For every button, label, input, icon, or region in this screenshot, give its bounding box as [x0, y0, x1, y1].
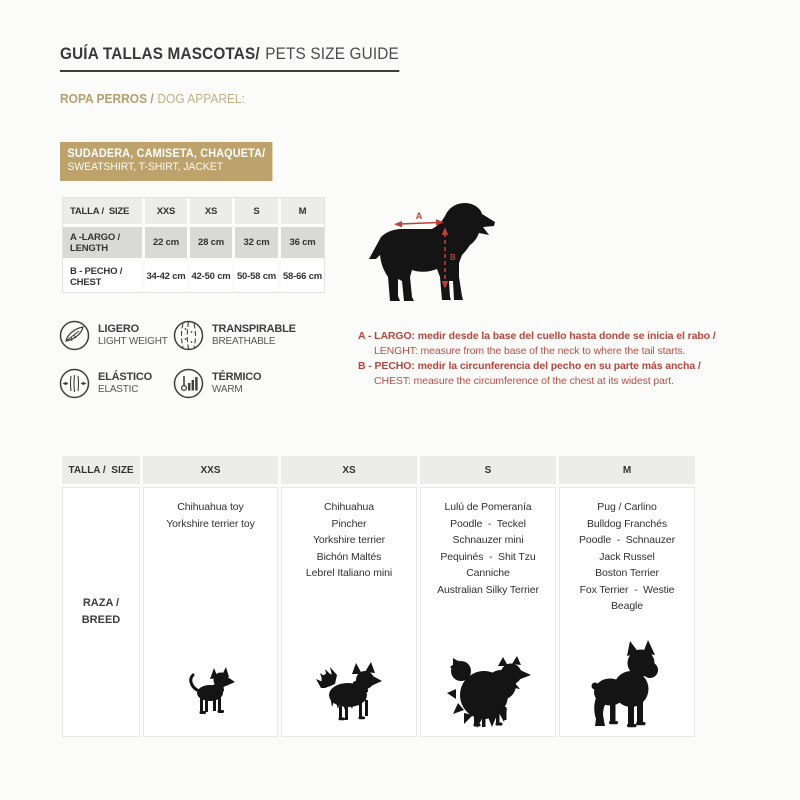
- garment-type-en: SWEATSHIRT, T-SHIRT, JACKET: [67, 161, 224, 174]
- size-table: [62, 197, 325, 293]
- breed-column-xxs: [143, 487, 278, 737]
- french-bulldog-silhouette-icon: [581, 639, 673, 731]
- breed-name: Jack Russel: [599, 550, 655, 563]
- length-s: 32 cm: [235, 227, 278, 258]
- breed-name: Pequinés - Shit Tzu: [440, 550, 536, 563]
- feather-icon: [59, 320, 90, 351]
- garment-type-banner: [60, 142, 273, 181]
- feature-name-en: BREATHABLE: [212, 336, 276, 348]
- size-table-header-label: TALLA / SIZE: [63, 198, 142, 224]
- arrow-b-label: B: [450, 253, 456, 262]
- feature-name-en: ELASTIC: [98, 384, 139, 396]
- breed-column-m: [559, 487, 695, 737]
- measuring-instructions: [358, 329, 768, 389]
- feature-name-en: LIGHT WEIGHT: [98, 336, 168, 348]
- breed-name: Chihuahua toy: [177, 501, 244, 513]
- subtitle-en: DOG APPAREL:: [157, 91, 245, 106]
- note-chest-es: B - PECHO: medir la circunferencia del pecho en su parte más ancha /: [358, 360, 701, 372]
- chest-xxs: 34-42 cm: [145, 261, 187, 292]
- breed-name: Bichón Maltés: [316, 550, 382, 563]
- size-table-header-m: M: [281, 198, 324, 224]
- chest-m: 58-66 cm: [281, 261, 324, 292]
- elastic-icon: [59, 368, 90, 399]
- breed-name: Chihuahua: [324, 501, 374, 513]
- page-title-en: PETS SIZE GUIDE: [265, 44, 399, 63]
- feature-name: TÉRMICO: [212, 371, 262, 384]
- note-length-en: LENGHT: measure from the base of the neck to where the tail starts.: [374, 345, 686, 357]
- length-m: 36 cm: [281, 227, 324, 258]
- length-xxs: 22 cm: [145, 227, 187, 258]
- size-table-row-chest-label: B - PECHO / CHEST: [63, 261, 142, 292]
- breed-table-header-label: TALLA / SIZE: [62, 456, 140, 484]
- length-xs: 28 cm: [190, 227, 232, 258]
- breed-name: Fox Terrier - Westie: [579, 583, 675, 596]
- chest-s: 50-58 cm: [235, 261, 278, 292]
- breed-name: Lebrel Italiano mini: [305, 567, 393, 579]
- breed-name: Australian Silky Terrier: [437, 583, 539, 596]
- breed-row-label-es: RAZA /: [82, 596, 120, 609]
- breed-column-s: [420, 487, 556, 737]
- note-length-es: A - LARGO: medir desde la base del cuello hasta donde se inicia el rabo /: [358, 330, 716, 342]
- feature-elastic: [59, 368, 152, 399]
- breed-name: Bulldog Franchés: [586, 517, 668, 530]
- breed-name: Pincher: [331, 517, 367, 530]
- garment-type-es: SUDADERA, CAMISETA, CHAQUETA/: [67, 148, 266, 160]
- page-title: [60, 44, 399, 72]
- breathable-icon: [173, 320, 204, 351]
- breed-name: Yorkshire terrier toy: [166, 517, 255, 530]
- breed-table-header-xs: XS: [281, 456, 417, 484]
- chihuahua-silhouette-icon: [183, 667, 239, 719]
- size-table-header-xs: XS: [190, 198, 232, 224]
- breed-name: Schnauzer mini: [452, 534, 524, 546]
- subtitle-es: ROPA PERROS /: [60, 91, 154, 106]
- breed-table-header-xxs: XXS: [143, 456, 278, 484]
- measurement-diagram: [366, 197, 511, 312]
- feature-name: ELÁSTICO: [98, 371, 153, 384]
- chest-xs: 42-50 cm: [190, 261, 232, 292]
- breed-name: Boston Terrier: [595, 567, 659, 579]
- section-subtitle: [60, 91, 245, 106]
- breed-name: Lulú de Pomeranía: [444, 501, 532, 513]
- breed-column-xs: [281, 487, 417, 737]
- breed-name: Pug / Carlino: [597, 501, 657, 513]
- size-table-header-s: S: [235, 198, 278, 224]
- size-table-row-length-label: A -LARGO / LENGTH: [63, 227, 142, 258]
- page-title-es: GUÍA TALLAS MASCOTAS/: [60, 44, 260, 63]
- feature-breathable: [173, 320, 296, 351]
- arrow-a-label: A: [415, 211, 423, 221]
- breed-name: Yorkshire terrier: [312, 534, 386, 546]
- longhair-chihuahua-silhouette-icon: [313, 662, 385, 724]
- feature-name-en: WARM: [212, 384, 243, 396]
- breed-row-label-en: BREED: [81, 614, 121, 626]
- breed-table-header-s: S: [420, 456, 556, 484]
- breed-name: Poodle - Teckel: [450, 517, 526, 530]
- breed-name: Poodle - Schnauzer: [578, 534, 676, 546]
- breed-name: Beagle: [610, 600, 644, 612]
- breed-table: [62, 456, 695, 737]
- feature-lightweight: [59, 320, 168, 351]
- feature-name: TRANSPIRABLE: [212, 323, 296, 336]
- labrador-silhouette-icon: [366, 197, 511, 307]
- breed-name: Canniche: [466, 567, 510, 579]
- breed-table-header-m: M: [559, 456, 695, 484]
- size-table-header-xxs: XXS: [145, 198, 187, 224]
- feature-warm: [173, 368, 261, 399]
- pomeranian-silhouette-icon: [444, 653, 532, 729]
- thermometer-icon: [173, 368, 204, 399]
- note-chest-en: CHEST: measure the circumference of the chest at its widest part.: [374, 375, 674, 387]
- breed-row-label: [62, 487, 140, 737]
- feature-name: LIGERO: [98, 323, 139, 336]
